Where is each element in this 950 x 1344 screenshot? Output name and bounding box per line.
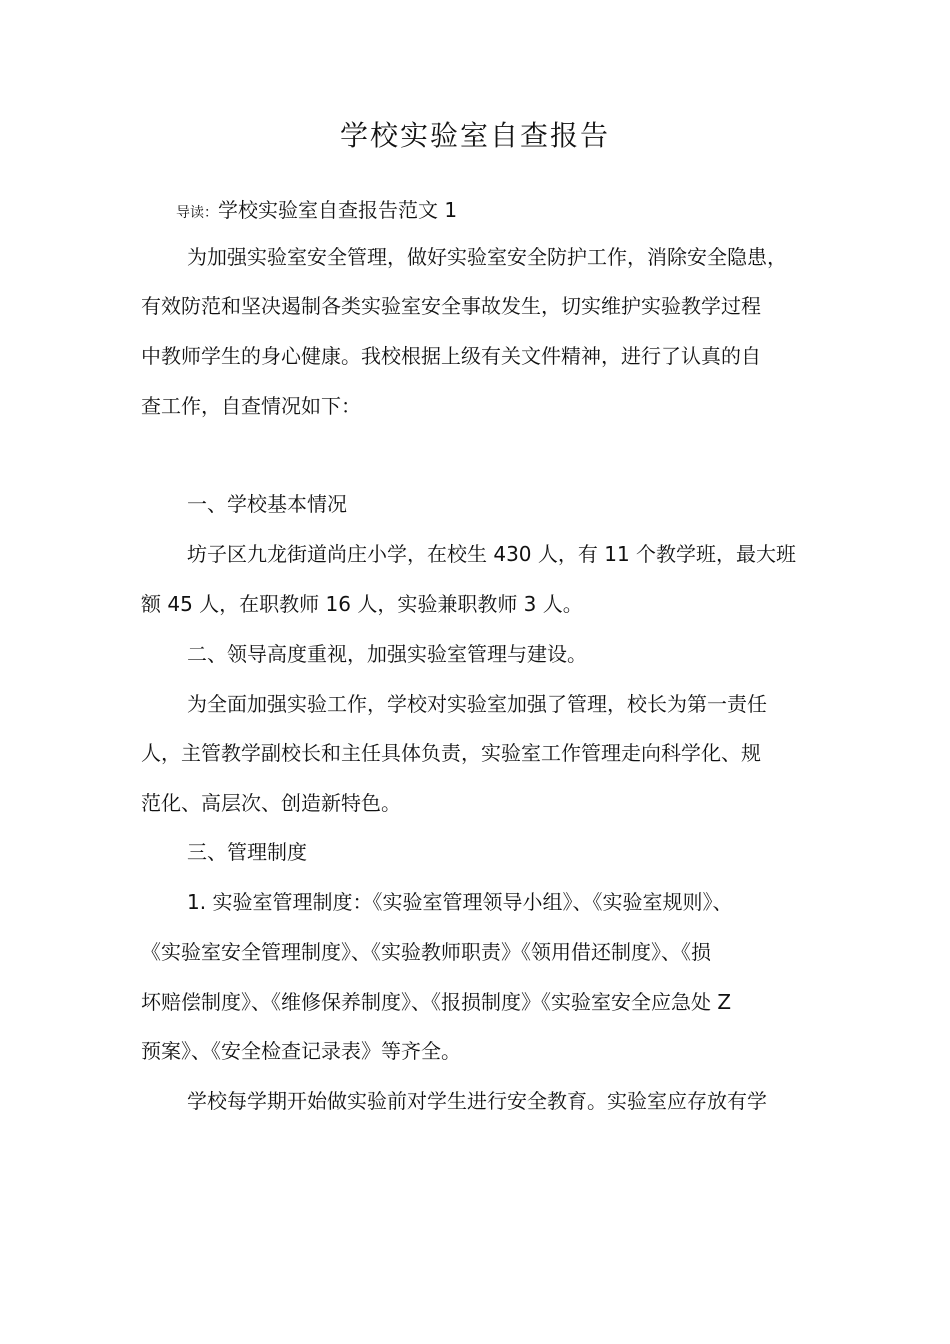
paragraph-line: 查工作，自查情况如下： <box>141 394 361 418</box>
paragraph-line: 坏赔偿制度》、《维修保养制度》、《报损制度》《实验室安全应急处 Z <box>141 990 732 1014</box>
paragraph-line: 有效防范和坚决遏制各类实验室安全事故发生，切实维护实验教学过程 <box>141 294 761 318</box>
paragraph-line: 《实验室安全管理制度》、《实验教师职责》《领用借还制度》、《损 <box>141 940 711 964</box>
paragraph-line: 范化、高层次、创造新特色。 <box>141 791 401 815</box>
paragraph-line: 预案》、《安全检查记录表》等齐全。 <box>141 1039 461 1063</box>
lead-line <box>176 196 457 227</box>
section-heading: 二、领导高度重视，加强实验室管理与建设。 <box>187 642 587 666</box>
paragraph-line: 人，主管教学副校长和主任具体负责，实验室工作管理走向科学化、规 <box>141 741 761 765</box>
paragraph-line: 坊子区九龙街道尚庄小学，在校生 430 人，有 11 个教学班，最大班 <box>187 542 797 566</box>
paragraph-line: 为全面加强实验工作，学校对实验室加强了管理，校长为第一责任 <box>187 692 767 716</box>
paragraph-line: 学校每学期开始做实验前对学生进行安全教育。实验室应存放有学 <box>187 1089 767 1113</box>
document-title: 学校实验室自查报告 <box>339 119 610 152</box>
paragraph-line: 1. 实验室管理制度：《实验室管理领导小组》、《实验室规则》、 <box>187 890 733 914</box>
paragraph-line: 额 45 人，在职教师 16 人，实验兼职教师 3 人。 <box>141 592 583 616</box>
section-heading: 一、学校基本情况 <box>187 492 347 516</box>
section-heading: 三、管理制度 <box>187 840 307 864</box>
paragraph-line: 为加强实验室安全管理，做好实验室安全防护工作，消除安全隐患， <box>187 245 787 269</box>
lead-label: 导读： <box>176 205 218 221</box>
lead-text: 学校实验室自查报告范文 1 <box>218 198 458 222</box>
paragraph-line: 中教师学生的身心健康。我校根据上级有关文件精神，进行了认真的自 <box>141 344 761 368</box>
